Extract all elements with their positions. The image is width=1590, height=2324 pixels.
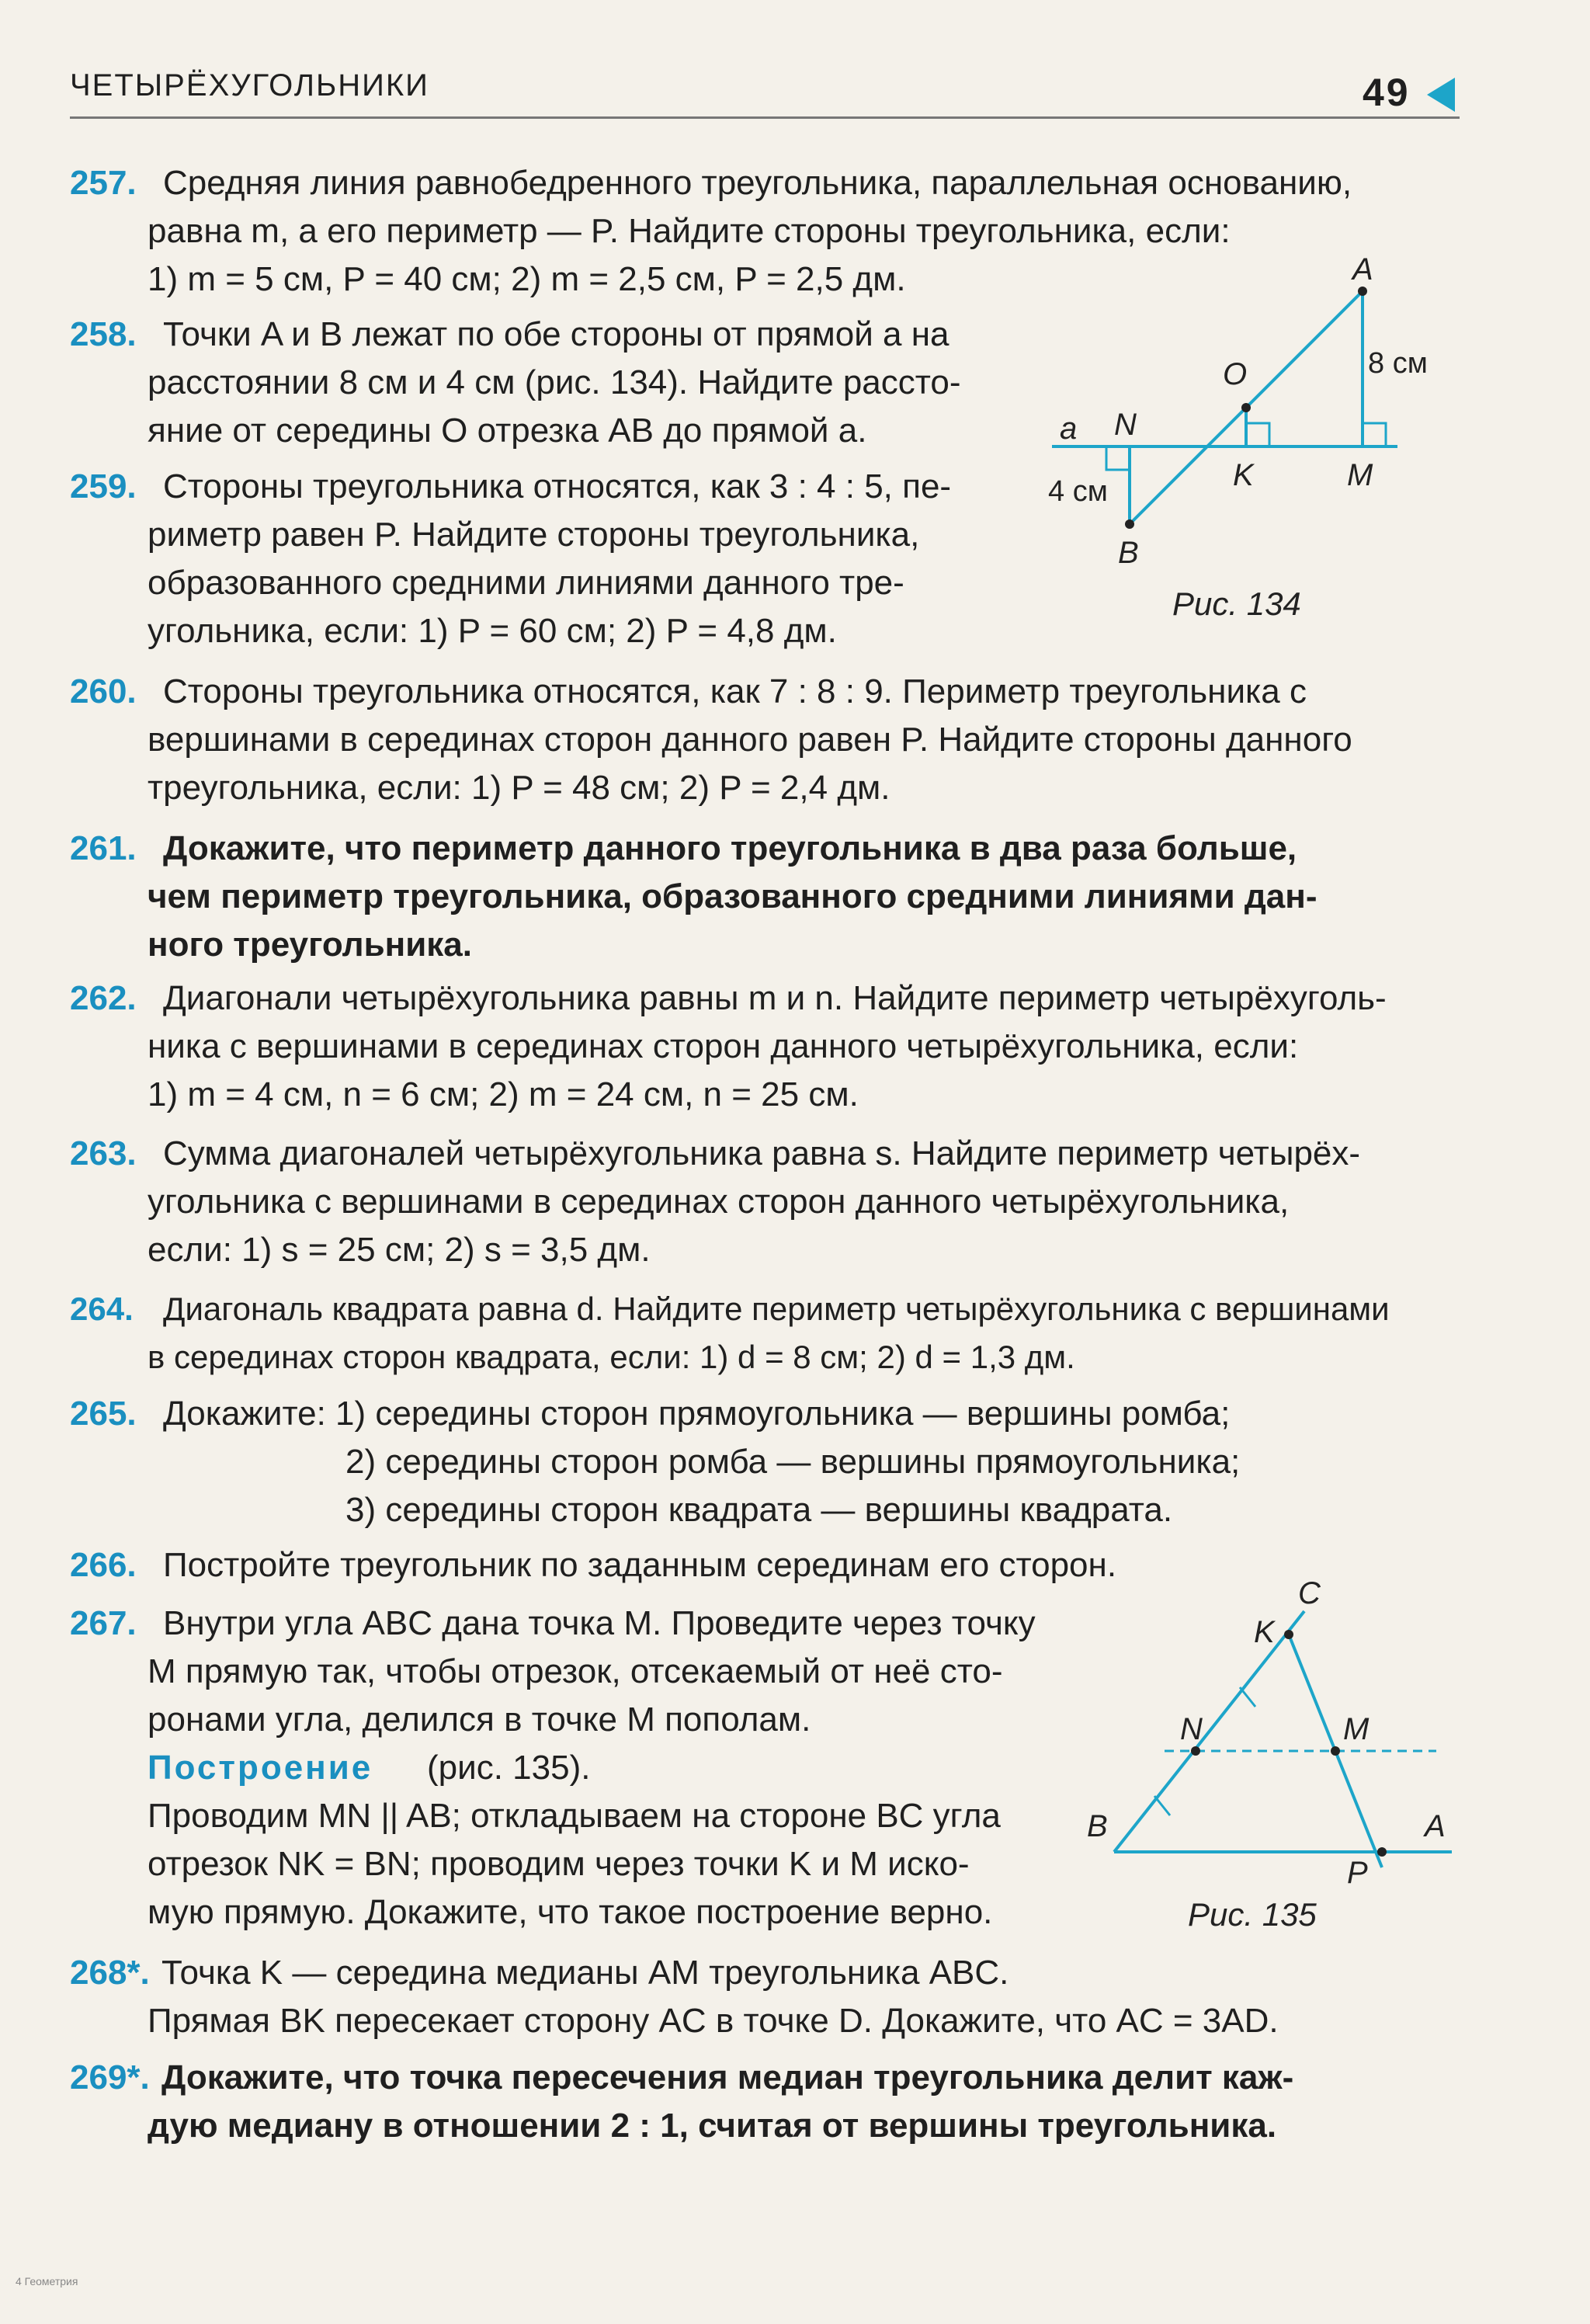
figure-135-caption: Рис. 135: [1188, 1896, 1317, 1933]
problem-line: 1) m = 5 см, P = 40 см; 2) m = 2,5 см, P = 2,5 дм.: [148, 260, 906, 298]
page-footer: 4 Геометрия: [16, 2275, 78, 2288]
point-p: [1377, 1847, 1387, 1857]
problem-line: расстоянии 8 см и 4 см (рис. 134). Найдите рассто-: [148, 363, 961, 401]
problem-line: Внутри угла ABC дана точка M. Проведите через точку: [163, 1604, 1036, 1642]
figure-134-caption: Рис. 134: [1172, 585, 1301, 622]
page-marker-arrow-icon: [1427, 78, 1455, 112]
problem-line: Прямая BK пересекает сторону AC в точке D. Докажите, что AC = 3AD.: [148, 2002, 1279, 2040]
tick-mark-icon: [1154, 1796, 1170, 1815]
problem-line: ника с вершинами в серединах сторон данного четырёхугольника, если:: [148, 1027, 1299, 1065]
problem-number: 261.: [70, 829, 137, 867]
problem-line: Докажите, что периметр данного треугольника в два раза больше,: [163, 829, 1297, 867]
label-k: K: [1233, 458, 1254, 492]
problem-line: Точки A и B лежат по обе стороны от прямой a на: [163, 315, 949, 353]
problem-line: если: 1) s = 25 см; 2) s = 3,5 дм.: [148, 1231, 651, 1269]
problem-line: равна m, а его периметр — P. Найдите стороны треугольника, если:: [148, 212, 1231, 250]
problem-line: Диагонали четырёхугольника равны m и n. Найдите периметр четырёхуголь-: [163, 979, 1387, 1017]
problem-number: 264.: [70, 1291, 134, 1327]
label-line-a: a: [1060, 412, 1078, 446]
section-title: ЧЕТЫРЁХУГОЛЬНИКИ: [70, 68, 429, 102]
label-4cm: 4 см: [1048, 475, 1108, 508]
problem-line: отрезок NK = BN; проводим через точки K и M иско-: [148, 1845, 970, 1883]
figure-135: [1079, 1576, 1467, 1949]
label-b: B: [1087, 1809, 1108, 1843]
problem-line: мую прямую. Докажите, что такое построение верно.: [148, 1893, 993, 1931]
problem-number: 269*.: [70, 2058, 150, 2096]
point-k: [1284, 1630, 1293, 1639]
header-divider: [70, 116, 1460, 119]
problem-line: 3) середины сторон квадрата — вершины квадрата.: [345, 1491, 1173, 1529]
problem-line: M прямую так, чтобы отрезок, отсекаемый от неё сто-: [148, 1652, 1003, 1690]
problem-line: угольника, если: 1) P = 60 см; 2) P = 4,8 дм.: [148, 612, 837, 650]
label-m: M: [1343, 1712, 1370, 1746]
label-n: N: [1114, 408, 1137, 442]
label-a: A: [1352, 252, 1373, 287]
problem-line: чем периметр треугольника, образованного средними линиями дан-: [148, 877, 1317, 915]
right-angle-n-icon: [1106, 446, 1130, 470]
ray-bc: [1114, 1611, 1304, 1852]
label-p: P: [1347, 1856, 1368, 1890]
point-b: [1125, 519, 1134, 529]
problem-line: Постройте треугольник по заданным серединам его сторон.: [163, 1546, 1117, 1584]
problem-line: Диагональ квадрата равна d. Найдите периметр четырёхугольника с вершинами: [163, 1291, 1390, 1327]
label-8cm: 8 см: [1368, 347, 1428, 380]
problem-line: (рис. 135).: [427, 1749, 591, 1787]
point-m: [1331, 1746, 1340, 1756]
label-k: K: [1254, 1615, 1275, 1649]
problem-line: Проводим MN || AB; откладываем на стороне BC угла: [148, 1797, 1001, 1835]
point-a: [1358, 287, 1367, 296]
problem-line: Докажите: 1) середины сторон прямоугольника — вершины ромба;: [163, 1395, 1231, 1433]
problem-number: 257.: [70, 164, 137, 202]
problem-line: Докажите, что точка пересечения медиан треугольника делит каж-: [161, 2058, 1294, 2096]
problem-line: Стороны треугольника относятся, как 3 : 4 : 5, пе-: [163, 467, 952, 505]
problem-line: 1) m = 4 см, n = 6 см; 2) m = 24 см, n = 25 см.: [148, 1075, 859, 1113]
problem-line: ронами угла, делился в точке M пополам.: [148, 1700, 811, 1739]
problem-line: риметр равен P. Найдите стороны треугольника,: [148, 516, 920, 554]
problem-line: вершинами в серединах сторон данного равен P. Найдите стороны данного: [148, 721, 1352, 759]
problem-line: Стороны треугольника относятся, как 7 : 8 : 9. Периметр треугольника с: [163, 672, 1307, 710]
problem-line: угольника с вершинами в серединах сторон данного четырёхугольника,: [148, 1183, 1290, 1221]
right-angle-m-icon: [1363, 423, 1386, 446]
problem-number: 258.: [70, 315, 137, 353]
problem-line: Точка K — середина медианы AM треугольника ABC.: [161, 1954, 1009, 1992]
label-o: O: [1223, 357, 1248, 391]
label-m: M: [1347, 458, 1373, 492]
page-number: 49: [1363, 71, 1411, 114]
problem-line: Средняя линия равнобедренного треугольника, параллельная основанию,: [163, 164, 1352, 202]
problem-line: Сумма диагоналей четырёхугольника равна s. Найдите периметр четырёх-: [163, 1134, 1361, 1172]
label-b: B: [1118, 536, 1139, 570]
problem-line: 2) середины сторон ромба — вершины прямоугольника;: [345, 1443, 1241, 1481]
label-n: N: [1180, 1712, 1203, 1746]
label-c: C: [1298, 1576, 1321, 1610]
tick-mark-icon: [1240, 1687, 1255, 1707]
problem-line: яние от середины O отрезка AB до прямой a.: [148, 412, 867, 450]
problem-number: 268*.: [70, 1954, 150, 1992]
right-angle-k-icon: [1246, 423, 1269, 446]
label-a: A: [1425, 1809, 1446, 1843]
problem-line: в серединах сторон квадрата, если: 1) d = 8 см; 2) d = 1,3 дм.: [148, 1339, 1075, 1375]
problem-line: дую медиану в отношении 2 : 1, считая от вершины треугольника.: [148, 2107, 1277, 2145]
problem-number: 266.: [70, 1546, 137, 1584]
problem-line: ного треугольника.: [148, 926, 472, 964]
point-o: [1241, 403, 1251, 412]
point-n: [1191, 1746, 1200, 1756]
problem-line: образованного средними линиями данного тре-: [148, 564, 904, 602]
problem-number: 259.: [70, 467, 137, 505]
problem-number: 262.: [70, 979, 137, 1017]
figure-134: [1033, 248, 1467, 637]
problem-number: 260.: [70, 672, 137, 710]
problem-line: треугольника, если: 1) P = 48 см; 2) P = 2,4 дм.: [148, 769, 890, 807]
problem-number: 265.: [70, 1395, 137, 1433]
problem-number: 267.: [70, 1604, 137, 1642]
problem-number: 263.: [70, 1134, 137, 1172]
construction-heading: Построение: [148, 1749, 373, 1787]
